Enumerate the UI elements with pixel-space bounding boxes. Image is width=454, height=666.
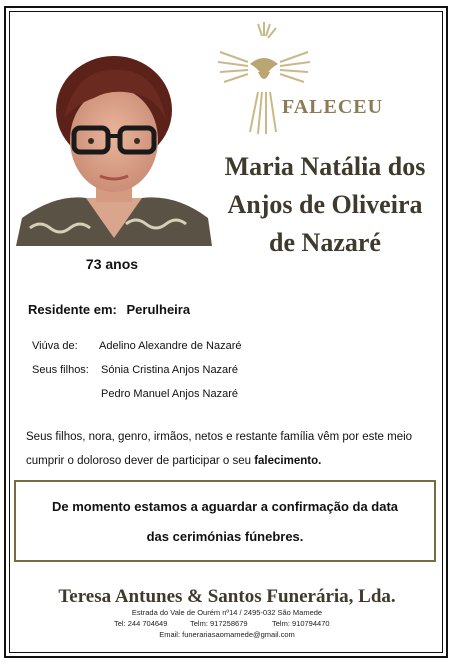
phone: Tel: 244 704649 [114,619,168,628]
deceased-name [212,148,438,262]
age: 73 anos [85,256,139,272]
widow-label: Viúva de: [32,340,78,352]
email: Email: funerariasaomamede@gmail.com [159,630,295,639]
residence-value: Perulheira [126,302,191,317]
ceremony-notice-box [14,480,436,562]
family-statement [26,425,436,473]
statement-line-2 [26,449,436,473]
funeral-home-name: Teresa Antunes & Santos Funerária, Lda. [58,586,396,607]
name-line: Maria Natália dos [224,152,426,181]
children-label: Seus filhos: [32,364,89,376]
faleceu-label: FALECEU [282,96,384,118]
child-name: Pedro Manuel Anjos Nazaré [101,388,238,400]
mobile-phone: Telm: 910794470 [272,619,330,628]
name-line: de Nazaré [269,228,381,257]
statement-emphasis: falecimento. [254,455,322,467]
residence [28,302,190,317]
statement-line: cumprir o doloroso dever de participar o seu [26,455,255,467]
notice-line: De momento estamos a aguardar a confirmação da data [51,499,399,514]
funeral-home-address: Estrada do Vale de Ourém nº14 / 2495-032 São Mamede [131,608,323,617]
residence-label: Residente em: [28,302,117,317]
widow-name: Adelino Alexandre de Nazaré [99,340,242,352]
mobile-phone: Telm: 917258679 [190,619,248,628]
portrait-photo [16,48,212,246]
child-name: Sónia Cristina Anjos Nazaré [101,364,238,376]
statement-line: Seus filhos, nora, genro, irmãos, netos e restante família vêm por este meio [26,431,413,443]
notice-line: das cerimónias fúnebres. [146,529,304,544]
name-line: Anjos de Oliveira [227,190,423,219]
